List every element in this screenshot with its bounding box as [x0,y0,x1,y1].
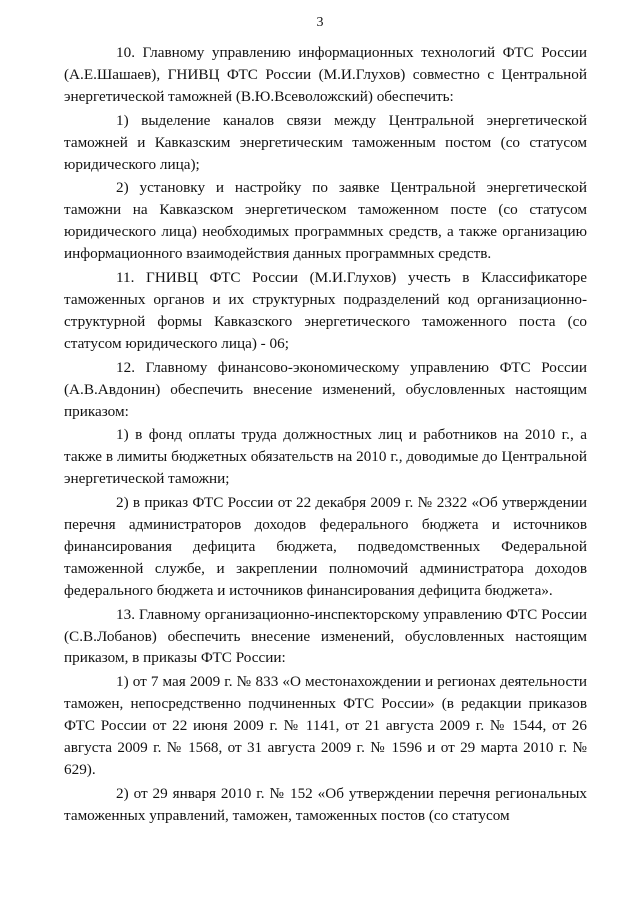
paragraph-item-13-1: 1) от 7 мая 2009 г. № 833 «О местонахождении и регионах деятельности таможен, непосредственно подчиненных ФТС России» (в редакции приказов ФТС России от 22 июня 2009 г. № 1141, от 21 августа 2009 г. № 1544, от 26 августа 2009 г. № 1568, от 31 августа 2009 г. № 1596 и от 29 марта 2010 г. № 629). [64,673,587,778]
paragraph-item-12: 12. Главному финансово-экономическому управлению ФТС России (А.В.Авдонин) обеспечить внесение изменений, обусловленных настоящим приказом: [64,358,587,420]
paragraph-item-11: 11. ГНИВЦ ФТС России (М.И.Глухов) учесть в Классификаторе таможенных органов и их структурных подразделений код организационно-структурной формы Кавказского энергетического таможенного поста (со статусом юридического лица) - 06; [64,269,587,352]
paragraph-item-12-2: 2) в приказ ФТС России от 22 декабря 2009 г. № 2322 «Об утверждении перечня администраторов доходов федерального бюджета и источников финансирования дефицита бюджета, подведомственных Федеральной таможенной службе, и закреплении полномочий администратора доходов федерального бюджета и источников финансирования дефицита бюджета». [64,494,587,599]
document-body [64,42,587,829]
paragraph-item-13: 13. Главному организационно-инспекторскому управлению ФТС России (С.В.Лобанов) обеспечить внесение изменений, обусловленных настоящим приказом, в приказы ФТС России: [64,605,587,667]
paragraph-item-13-2: 2) от 29 января 2010 г. № 152 «Об утверждении перечня региональных таможенных управлений, таможен, таможенных постов (со статусом [64,784,587,824]
paragraph-item-12-1: 1) в фонд оплаты труда должностных лиц и работников на 2010 г., а также в лимиты бюджетных обязательств на 2010 г., доводимые до Центральной энергетической таможни; [64,426,587,488]
paragraph-item-10: 10. Главному управлению информационных технологий ФТС России (А.Е.Шашаев), ГНИВЦ ФТС России (М.И.Глухов) совместно с Центральной энергетической таможней (В.Ю.Всеволожский) обеспечить: [64,44,587,105]
page-number: 3 [316,15,324,30]
paragraph-item-10-2: 2) установку и настройку по заявке Центральной энергетической таможни на Кавказском энергетическом таможенном посте (со статусом юридического лица) необходимых программных средств, а также организацию информационного взаимодействия данных программных средств. [64,179,587,263]
paragraph-item-10-1: 1) выделение каналов связи между Центральной энергетической таможней и Кавказским энергетическим таможенным постом (со статусом юридического лица); [64,111,587,173]
